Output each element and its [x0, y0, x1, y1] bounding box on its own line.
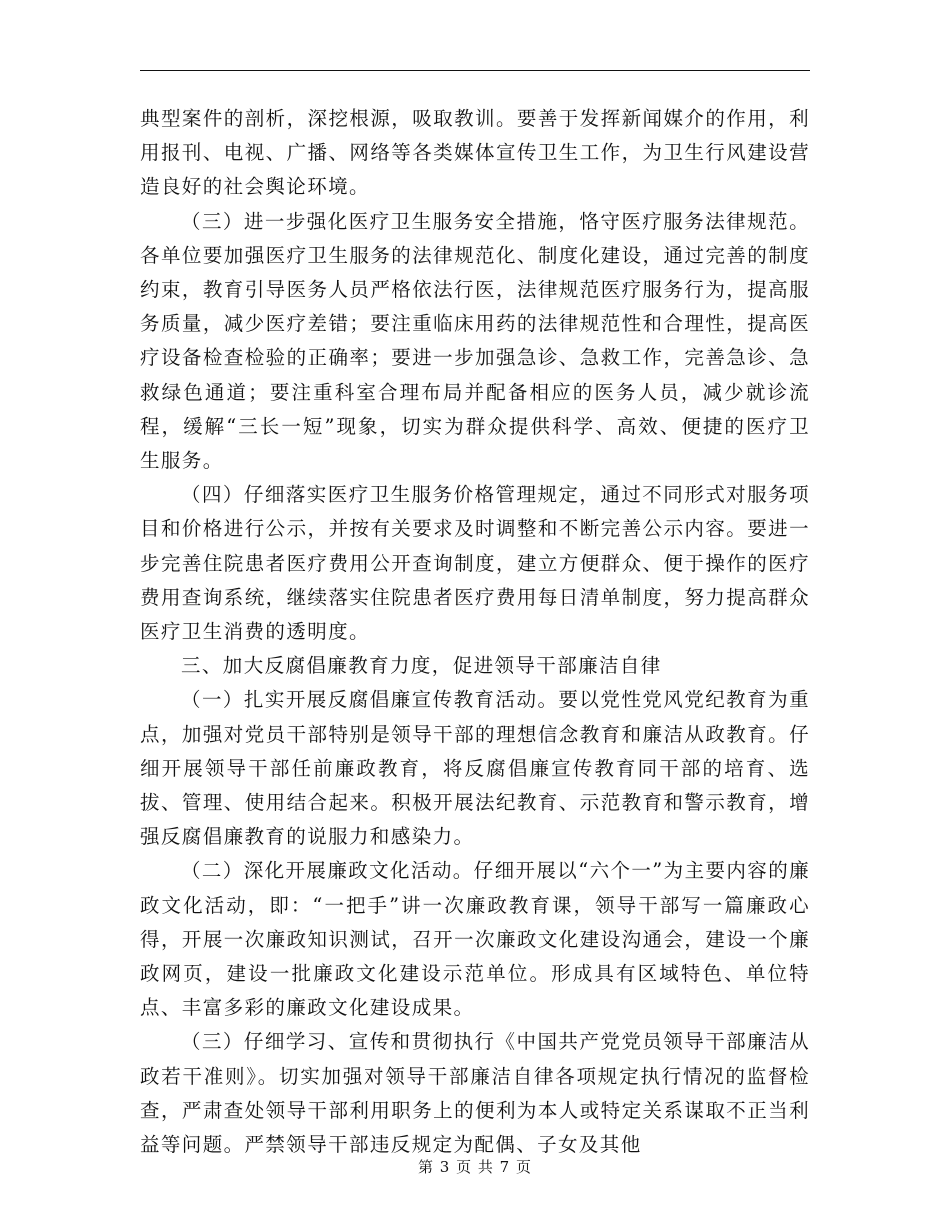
page-footer [0, 1156, 950, 1177]
footer-suffix: 页 [516, 1158, 533, 1176]
paragraph-section-2-4: （四）仔细落实医疗卫生服务价格管理规定，通过不同形式对服务项目和价格进行公示，并按有关要求及时调整和不断完善公示内容。要进一步完善住院患者医疗费用公开查询制度，建立方便群众、便于操作的医疗费用查询系统，继续落实住院患者医疗费用每日清单制度，努力提高群众医疗卫生消费的透明度。 [140, 483, 810, 644]
paragraph-continuation: 典型案件的剖析，深挖根源，吸取教训。要善于发挥新闻媒介的作用，利用报刊、电视、广播、网络等各类媒体宣传卫生工作，为卫生行风建设营造良好的社会舆论环境。 [140, 107, 810, 199]
footer-middle: 页 共 [456, 1158, 494, 1176]
section-heading-3: 三、加大反腐倡廉教育力度，促进领导干部廉洁自律 [181, 654, 662, 678]
footer-current-page: 3 [439, 1158, 451, 1176]
document-body [140, 102, 810, 1162]
paragraph-section-3-2: （二）深化开展廉政文化活动。仔细开展以“六个一”为主要内容的廉政文化活动，即：“一把手”讲一次廉政教育课，领导干部写一篇廉政心得，开展一次廉政知识测试，召开一次廉政文化建设沟通会，建设一个廉政网页，建设一批廉政文化建设示范单位。形成具有区域特色、单位特点、丰富多彩的廉政文化建设成果。 [140, 859, 810, 1020]
footer-total-pages: 7 [499, 1158, 511, 1176]
paragraph-section-3-1: （一）扎实开展反腐倡廉宣传教育活动。要以党性党风党纪教育为重点，加强对党员干部特别是领导干部的理想信念教育和廉洁从政教育。仔细开展领导干部任前廉政教育，将反腐倡廉宣传教育同干部的培育、选拔、管理、使用结合起来。积极开展法纪教育、示范教育和警示教育，增强反腐倡廉教育的说服力和感染力。 [140, 688, 810, 849]
footer-prefix: 第 [417, 1158, 434, 1176]
paragraph-section-3-3: （三）仔细学习、宣传和贯彻执行《中国共产党党员领导干部廉洁从政若干准则》。切实加强对领导干部廉洁自律各项规定执行情况的监督检查，严肃查处领导干部利用职务上的便利为本人或特定关系谋取不正当利益等问题。严禁领导干部违反规定为配偶、子女及其他 [140, 1030, 810, 1157]
paragraph-section-2-3: （三）进一步强化医疗卫生服务安全措施，恪守医疗服务法律规范。各单位要加强医疗卫生服务的法律规范化、制度化建设，通过完善的制度约束，教育引导医务人员严格依法行医，法律规范医疗服务行为，提高服务质量，减少医疗差错；要注重临床用药的法律规范性和合理性，提高医疗设备检查检验的正确率；要进一步加强急诊、急救工作，完善急诊、急救绿色通道；要注重科室合理布局并配备相应的医务人员，减少就诊流程，缓解“三长一短”现象，切实为群众提供科学、高效、便捷的医疗卫生服务。 [140, 209, 810, 473]
header-rule [140, 70, 810, 71]
